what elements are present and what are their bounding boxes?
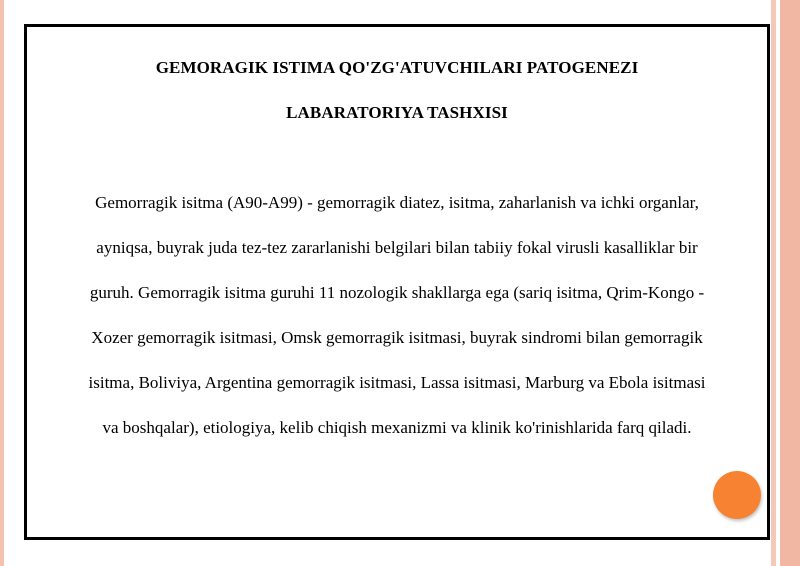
left-decorative-stripe (0, 0, 4, 566)
body-line-3: guruh. Gemorragik isitma guruhi 11 nozologik shakllarga ega (sariq isitma, Qrim-Kongo - (89, 283, 705, 302)
body-line-6: va boshqalar), etiologiya, kelib chiqish mexanizmi va klinik ko'rinishlarida farq qiladi. (102, 418, 692, 437)
body-line-5: isitma, Boliviya, Argentina gemorragik isitmasi, Lassa isitmasi, Marburg va Ebola isitmasi (88, 373, 706, 392)
body-line-2: ayniqsa, buyrak juda tez-tez zararlanishi belgilari bilan tabiiy fokal virusli kasalliklar bir (96, 238, 698, 257)
slide-title-line-1: GEMORAGIK ISTIMA QO'ZG'ATUVCHILARI PATOGENEZI (155, 58, 639, 77)
right-decorative-stripe-inner (771, 0, 776, 566)
right-decorative-stripe-outer (780, 0, 800, 566)
slide-frame (24, 24, 770, 540)
slide-body-paragraph (47, 180, 747, 450)
orange-accent-circle (713, 471, 761, 519)
body-line-4: Xozer gemorragik isitmasi, Omsk gemorragik isitmasi, buyrak sindromi bilan gemorragik (91, 328, 703, 347)
body-line-1: Gemorragik isitma (A90-A99) - gemorragik diatez, isitma, zaharlanish va ichki organlar, (95, 193, 699, 212)
slide-title-line-2: LABARATORIYA TASHXISI (286, 103, 508, 122)
